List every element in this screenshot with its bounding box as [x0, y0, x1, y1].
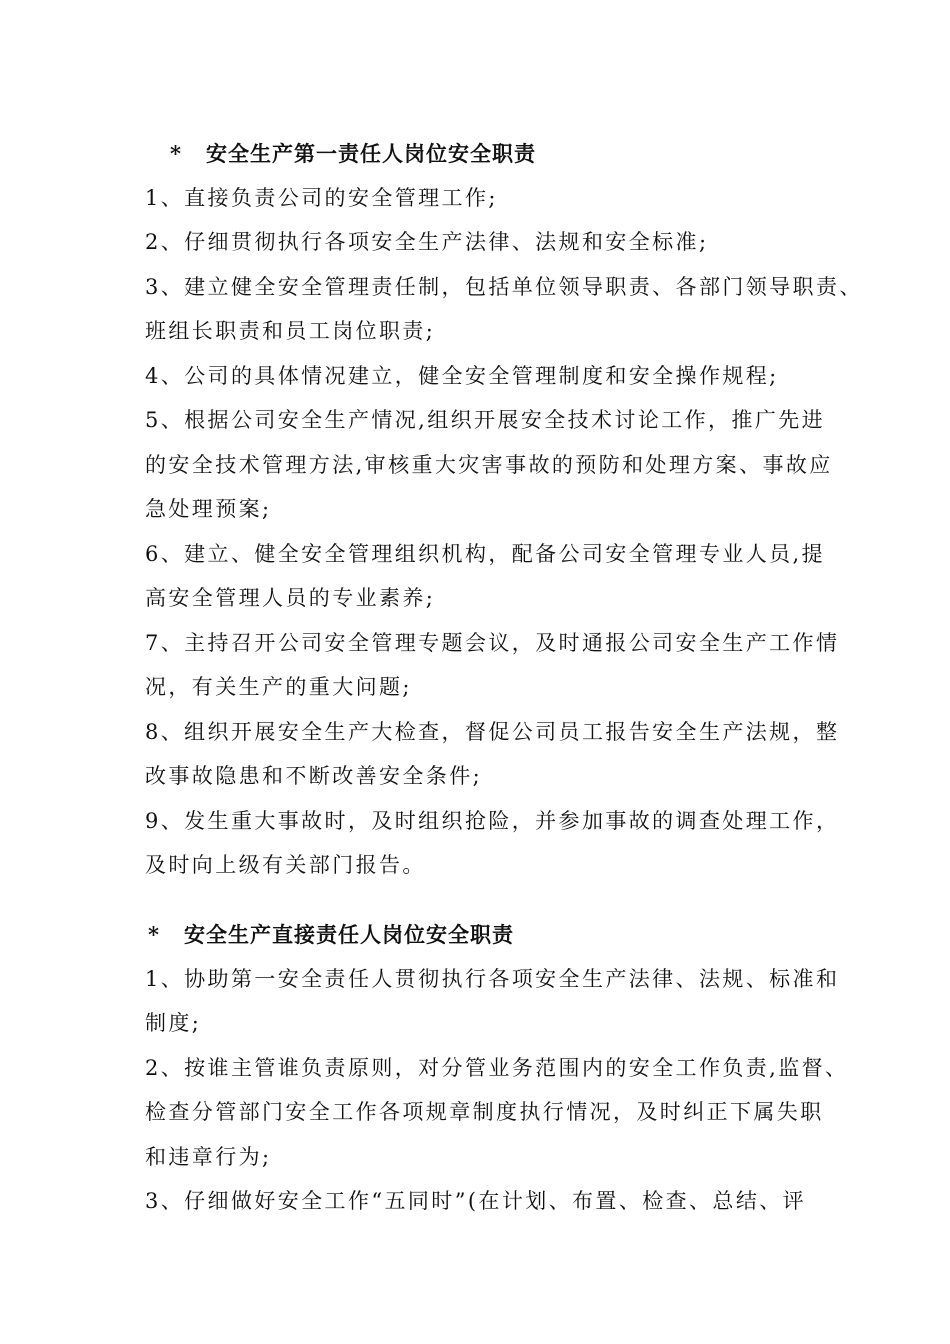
bullet-icon: * [148, 922, 160, 947]
section-1-line: 高安全管理人员的专业素养; [145, 586, 436, 610]
section-1-line: 急处理预案; [145, 497, 272, 521]
section-1-title: 安全生产第一责任人岗位安全职责 [206, 141, 536, 166]
section-1-line: 的安全技术管理方法,审核重大灾害事故的预防和处理方案、事故应 [145, 453, 833, 477]
section-2-line: 2、按谁主管谁负责原则，对分管业务范围内的安全工作负责,监督、 [145, 1056, 849, 1080]
section-1-line: 3、建立健全安全管理责任制，包括单位领导职责、各部门领导职责、 [145, 275, 863, 299]
section-1-line: 6、建立、健全安全管理组织机构，配备公司安全管理专业人员,提 [145, 542, 826, 566]
section-2-line: 制度; [145, 1011, 202, 1035]
section-2-line: 检查分管部门安全工作各项规章制度执行情况，及时纠正下属失职 [145, 1100, 824, 1124]
section-2-line: 和违章行为; [145, 1145, 272, 1169]
section-1-line: 7、主持召开公司安全管理专题会议，及时通报公司安全生产工作情 [145, 631, 840, 655]
section-2-heading [148, 924, 514, 945]
section-1-line: 况，有关生产的重大问题; [145, 675, 412, 699]
section-1-line: 及时向上级有关部门报告。 [145, 853, 426, 877]
section-1-line: 4、公司的具体情况建立，健全安全管理制度和安全操作规程; [145, 364, 779, 388]
section-2-line: 3、仔细做好安全工作“五同时”(在计划、布置、检查、总结、评 [145, 1189, 807, 1213]
section-1-line: 班组长职责和员工岗位职责; [145, 319, 436, 343]
section-1-heading [170, 143, 536, 164]
section-1-line: 2、仔细贯彻执行各项安全生产法律、法规和安全标准; [145, 230, 709, 254]
bullet-icon: * [170, 141, 182, 166]
section-1-line: 5、根据公司安全生产情况,组织开展安全技术讨论工作，推广先进 [145, 408, 826, 432]
section-1-line: 1、直接负责公司的安全管理工作; [145, 186, 498, 210]
section-2-title: 安全生产直接责任人岗位安全职责 [184, 922, 514, 947]
section-2-line: 1、协助第一安全责任人贯彻执行各项安全生产法律、法规、标准和 [145, 967, 840, 991]
section-1-line: 改事故隐患和不断改善安全条件; [145, 764, 483, 788]
section-1-line: 8、组织开展安全生产大检查，督促公司员工报告安全生产法规，整 [145, 720, 840, 744]
section-1-line: 9、发生重大事故时，及时组织抢险，并参加事故的调查处理工作， [145, 809, 840, 833]
